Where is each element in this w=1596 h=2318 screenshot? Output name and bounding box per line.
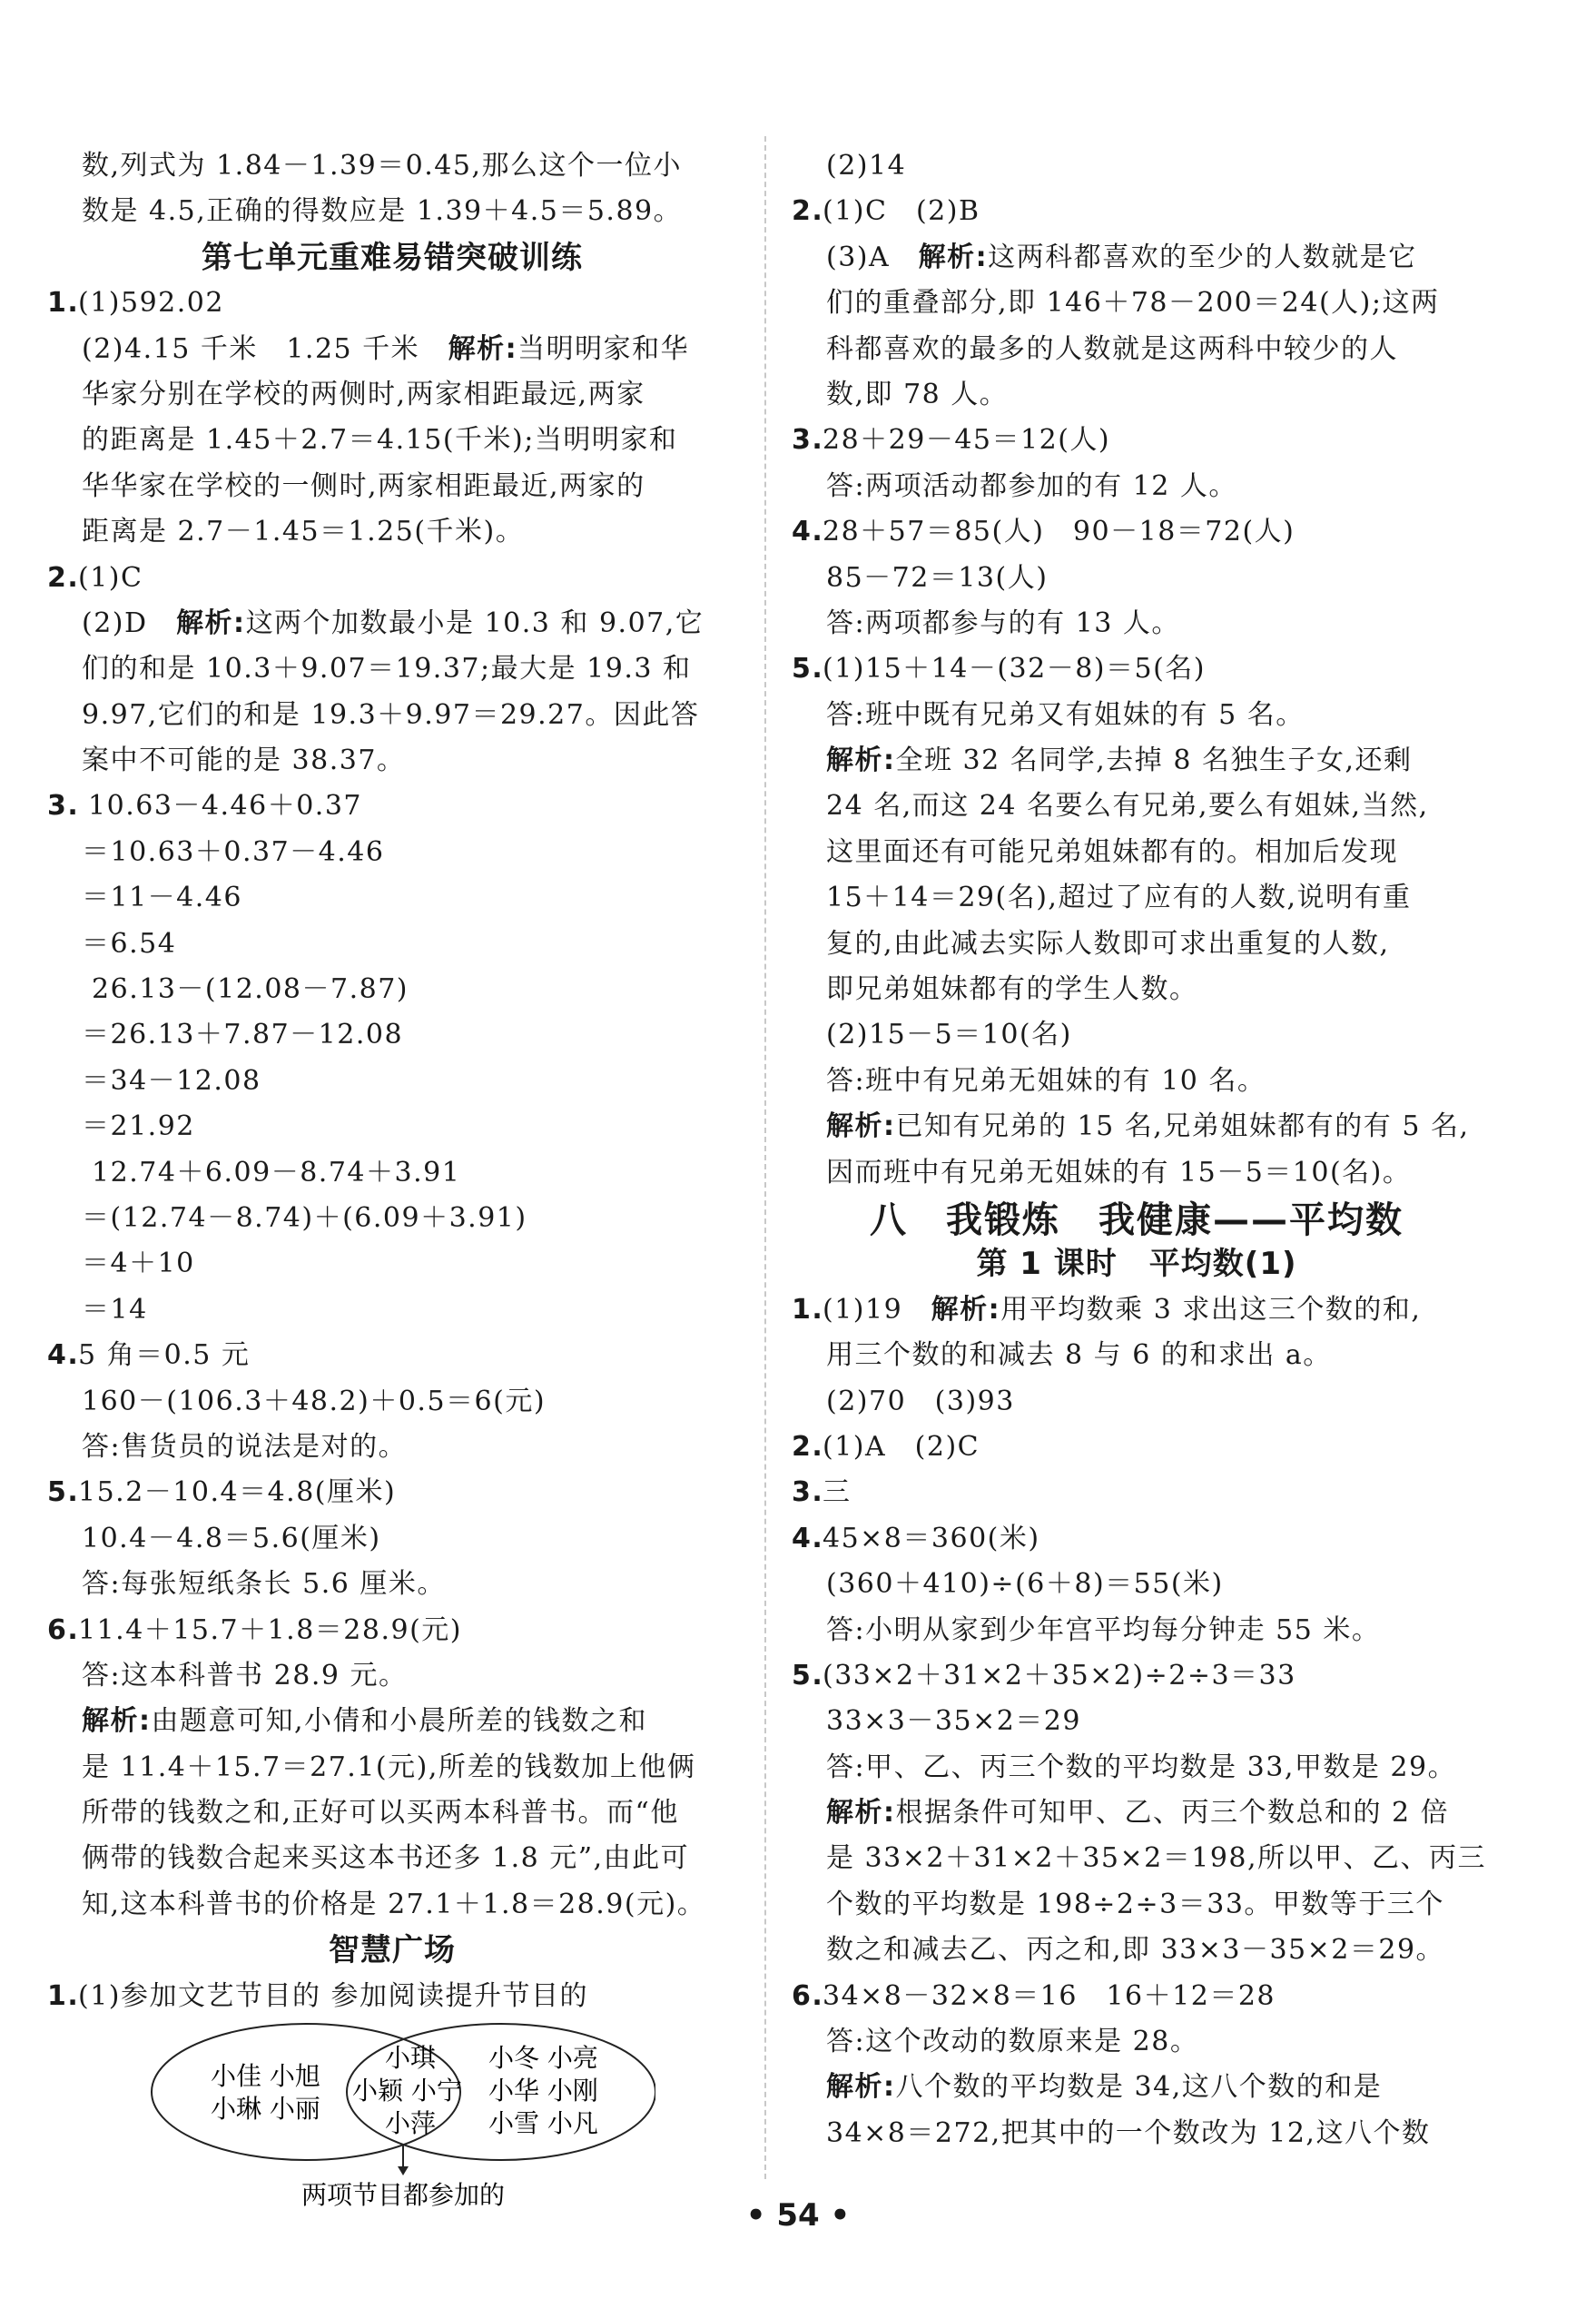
answer: (2)14 [826,150,907,182]
text-line: 科都喜欢的最多的人数就是这两科中较少的人 [826,332,1398,365]
analysis-label: 解析: [176,607,246,639]
text-line: (1)参加文艺节目的 参加阅读提升节目的 [78,1979,589,2012]
analysis-label: 解析: [931,1293,1001,1326]
calc-line: 45×8＝360(米) [823,1522,1040,1554]
calc-line: 34×8－32×8＝16 16＋12＝28 [823,1979,1276,2012]
answer: (1)A (2)C [823,1430,980,1463]
text-line: 案中不可能的是 38.37。 [82,745,406,777]
calc-line: (1)15＋14－(32－8)＝5(名) [823,653,1207,686]
answer-line: 答:每张短纸条长 5.6 厘米。 [82,1568,446,1601]
venn-middle-names-row: 小萍 [385,2108,437,2139]
venn-arrow-head [398,2166,409,2175]
text-line: 俩带的钱数合起来买这本书还多 1.8 元”,由此可 [82,1842,690,1875]
text-line: 这里面还有可能兄弟姐妹都有的。相加后发现 [826,835,1398,868]
calc-line: ＝21.92 [82,1110,195,1143]
calc-line: (360＋410)÷(6＋8)＝55(米) [826,1568,1224,1601]
lesson-title: 第 1 课时 平均数(1) [976,1246,1297,1283]
text-line: 数是 4.5,正确的得数应是 1.39＋4.5＝5.89。 [82,195,683,228]
question-number: 5. [47,1476,80,1509]
calc-line: 15.2－10.4＝4.8(厘米) [78,1476,397,1509]
answer-line: 答:两项活动都参加的有 12 人。 [826,469,1237,502]
text-line: 数,即 78 人。 [826,378,1009,410]
analysis-text: 根据条件可知甲、乙、丙三个数总和的 2 倍 [895,1797,1450,1830]
calc-line: 160－(106.3＋48.2)＋0.5＝6(元) [82,1385,547,1417]
calc-line: 28＋57＝85(人) 90－18＝72(人) [823,516,1296,548]
question-number: 3. [792,1476,824,1509]
venn-middle-names-row: 小颖 小宁 [352,2076,462,2106]
venn-right-names-row: 小冬 小亮 [488,2043,598,2074]
question-number: 1. [792,1293,824,1326]
venn-diagram [47,2019,737,2210]
analysis-label: 解析: [826,2071,896,2104]
answer-line: 答:这本科普书 28.9 元。 [82,1659,408,1692]
answer-line: 答:班中既有兄弟又有姐妹的有 5 名。 [826,698,1305,731]
text-line: 34×8＝272,把其中的一个数改为 12,这八个数 [826,2116,1431,2149]
question-number: 4. [792,516,824,548]
analysis-label: 解析: [826,1110,896,1143]
text-line: 是 33×2＋31×2＋35×2＝198,所以甲、乙、丙三 [826,1842,1487,1875]
page-number: • 54 • [745,2197,851,2234]
answer: (1)C [78,561,143,594]
answer: (3)A [826,241,919,273]
calc-line: 11.4＋15.7＋1.8＝28.9(元) [78,1613,463,1646]
venn-left-names-row: 小琳 小丽 [211,2094,320,2125]
answer-line: 答:小明从家到少年宫平均每分钟走 55 米。 [826,1613,1381,1646]
calc-line: 85－72＝13(人) [826,561,1049,594]
calc-line: ＝6.54 [82,927,177,960]
venn-right-names-row: 小雪 小凡 [488,2108,598,2139]
answer: (2)70 (3)93 [826,1385,1015,1417]
question-number: 2. [792,195,824,228]
analysis-label: 解析: [826,1797,896,1830]
text-line: 是 11.4＋15.7＝27.1(元),所差的钱数加上他俩 [82,1751,696,1783]
answer: (1)19 [823,1293,931,1326]
answer-line: 答:甲、乙、丙三个数的平均数是 33,甲数是 29。 [826,1751,1457,1783]
calc-line: 10.4－4.8＝5.6(厘米) [82,1522,381,1554]
question-number: 4. [792,1522,824,1554]
text-line: 们的和是 10.3＋9.07＝19.37;最大是 19.3 和 [82,653,692,686]
calc-line: ＝11－4.46 [82,882,242,914]
analysis-text: 八个数的平均数是 34,这八个数的和是 [895,2071,1383,2104]
calc-line: (2)15－5＝10(名) [826,1019,1072,1051]
text-line: 即兄弟姐妹都有的学生人数。 [826,973,1198,1006]
text-line: 所带的钱数之和,正好可以买两本科普书。而“他 [82,1797,679,1830]
text-line: 个数的平均数是 198÷2÷3＝33。甲数等于三个 [826,1888,1444,1920]
venn-left-names-row: 小佳 小旭 [211,2061,320,2092]
text-line: 因而班中有兄弟无姐妹的有 15－5＝10(名)。 [826,1156,1412,1189]
question-number: 3. [792,424,824,457]
answer-line: 答:售货员的说法是对的。 [82,1430,408,1463]
text-line: 们的重叠部分,即 146＋78－200＝24(人);这两 [826,287,1440,320]
text-line: 数之和减去乙、丙之和,即 33×3－35×2＝29。 [826,1934,1445,1967]
answer: (1)C (2)B [823,195,980,228]
calc-line: (33×2＋31×2＋35×2)÷2÷3＝33 [823,1659,1296,1692]
text-line: 复的,由此减去实际人数即可求出重复的人数, [826,927,1390,960]
venn-caption: 两项节目都参加的 [301,2180,506,2211]
text-line: 15＋14＝29(名),超过了应有的人数,说明有重 [826,882,1412,914]
venn-right-names-row: 小华 小刚 [488,2076,598,2106]
venn-svg [147,2019,655,2210]
calc-line: 28＋29－45＝12(人) [823,424,1111,457]
analysis-text: 全班 32 名同学,去掉 8 名独生子女,还剩 [895,745,1413,777]
question-number: 1. [47,287,80,320]
question-number: 1. [47,1979,80,2012]
answer: (2)D [82,607,177,639]
column-divider [764,136,766,2179]
calc-line: 12.74＋6.09－8.74＋3.91 [82,1156,461,1189]
calc-line: ＝34－12.08 [82,1064,261,1097]
analysis-label: 解析: [918,241,989,273]
analysis-label: 解析: [826,745,896,777]
question-number: 3. [47,790,80,823]
calc-line: ＝14 [82,1293,148,1326]
text-line: 数,列式为 1.84－1.39＝0.45,那么这个一位小 [82,150,682,182]
analysis-text: 这两个加数最小是 10.3 和 9.07,它 [245,607,704,639]
text-line: 用三个数的和减去 8 与 6 的和求出 a。 [826,1339,1332,1372]
question-number: 5. [792,653,824,686]
calc-line: ＝(12.74－8.74)＋(6.09＋3.91) [82,1201,527,1234]
answer: 三 [823,1476,852,1509]
venn-middle-names-row: 小琪 [385,2043,437,2074]
analysis-text: 由题意可知,小倩和小晨所差的钱数之和 [151,1705,648,1738]
answer-line: 答:两项都参与的有 13 人。 [826,607,1180,639]
right-column [792,143,1487,2156]
calc-line: 33×3－35×2＝29 [826,1705,1081,1738]
analysis-text: 已知有兄弟的 15 名,兄弟姐妹都有的有 5 名, [895,1110,1470,1143]
calc-line: 5 角＝0.5 元 [78,1339,251,1372]
analysis-label: 解析: [448,332,518,365]
analysis-label: 解析: [82,1705,152,1738]
text-line: 的距离是 1.45＋2.7＝4.15(千米);当明明家和 [82,424,678,457]
analysis-text: 当明明家和华 [517,332,690,365]
answer-line: 答:这个改动的数原来是 28。 [826,2026,1199,2058]
text-line: 华家分别在学校的两侧时,两家相距最远,两家 [82,378,645,410]
text-line: 9.97,它们的和是 19.3＋9.97＝29.27。因此答 [82,698,700,731]
text-line: 华华家在学校的一侧时,两家相距最近,两家的 [82,469,645,502]
calc-line: 26.13－(12.08－7.87) [82,973,409,1006]
question-number: 6. [792,1979,824,2012]
question-number: 2. [47,561,80,594]
answer-line: 答:班中有兄弟无姐妹的有 10 名。 [826,1064,1266,1097]
analysis-text: 用平均数乘 3 求出这三个数的和, [1000,1293,1422,1326]
answer: (2)4.15 千米 1.25 千米 [82,332,448,365]
calc-line: 10.63－4.46＋0.37 [78,790,363,823]
text-line: 距离是 2.7－1.45＝1.25(千米)。 [82,516,525,548]
question-number: 6. [47,1613,80,1646]
calc-line: ＝4＋10 [82,1248,195,1280]
section-title: 第七单元重难易错突破训练 [202,239,583,276]
chapter-title: 八 我锻炼 我健康——平均数 [870,1198,1404,1241]
calc-line: ＝26.13＋7.87－12.08 [82,1019,404,1051]
section-title: 智慧广场 [329,1932,456,1969]
question-number: 4. [47,1339,80,1372]
text-line: 24 名,而这 24 名要么有兄弟,要么有姐妹,当然, [826,790,1429,823]
calc-line: ＝10.63＋0.37－4.46 [82,835,385,868]
left-column [47,143,737,2210]
question-number: 5. [792,1659,824,1692]
answer: (1)592.02 [78,287,224,320]
text-line: 知,这本科普书的价格是 27.1＋1.8＝28.9(元)。 [82,1888,706,1920]
question-number: 2. [792,1430,824,1463]
analysis-text: 这两科都喜欢的至少的人数就是它 [988,241,1417,273]
